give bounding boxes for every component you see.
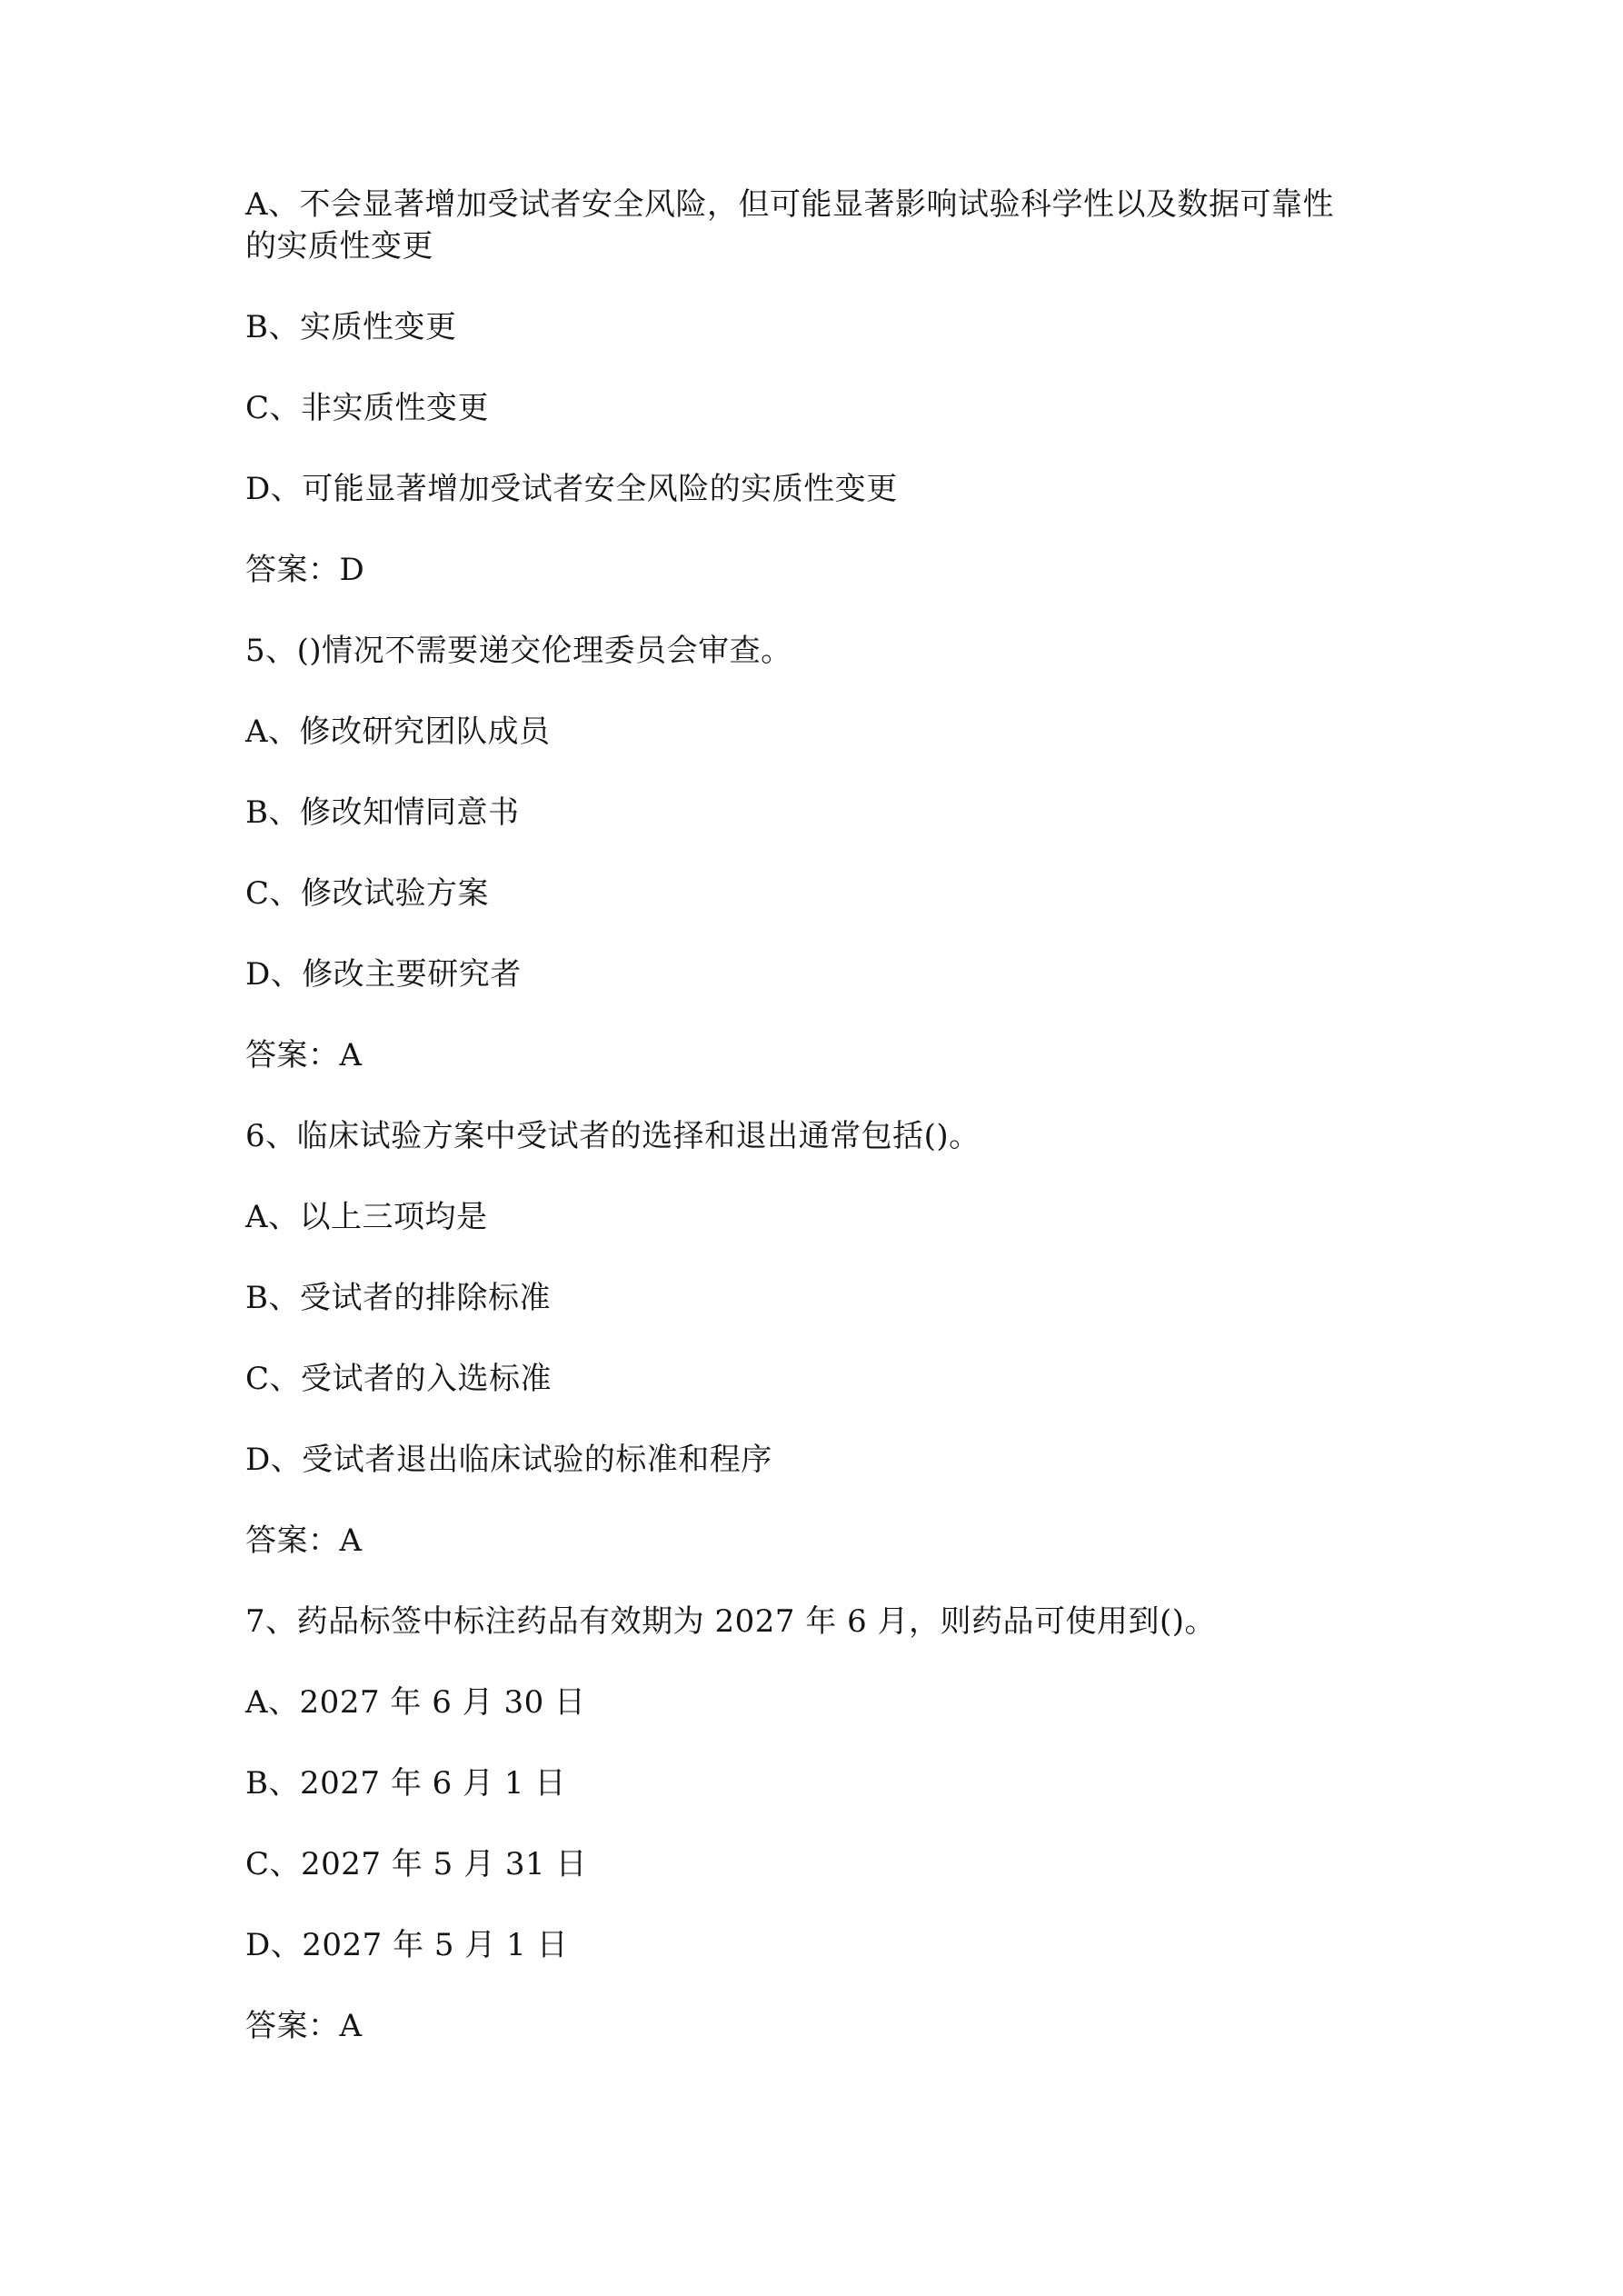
q4-option-d: D、可能显著增加受试者安全风险的实质性变更 xyxy=(245,471,898,507)
q7-option-b: B、2027 年 6 月 1 日 xyxy=(245,1765,566,1802)
q5-option-a: A、修改研究团队成员 xyxy=(245,714,551,750)
q7-question: 7、药品标签中标注药品有效期为 2027 年 6 月，则药品可使用到()。 xyxy=(245,1603,1217,1640)
q7-option-c: C、2027 年 5 月 31 日 xyxy=(245,1846,587,1882)
q6-option-a: A、以上三项均是 xyxy=(245,1199,488,1235)
q4-option-c: C、非实质性变更 xyxy=(245,390,490,426)
q5-option-b: B、修改知情同意书 xyxy=(245,794,520,831)
q6-option-d: D、受试者退出临床试验的标准和程序 xyxy=(245,1442,772,1478)
q5-answer: 答案：A xyxy=(245,1037,363,1073)
q5-question: 5、()情况不需要递交伦理委员会审查。 xyxy=(245,633,792,669)
q5-option-d: D、修改主要研究者 xyxy=(245,956,522,993)
q4-option-b: B、实质性变更 xyxy=(245,309,457,345)
q6-question: 6、临床试验方案中受试者的选择和退出通常包括()。 xyxy=(245,1118,981,1154)
q5-option-c: C、修改试验方案 xyxy=(245,875,490,912)
q7-option-a: A、2027 年 6 月 30 日 xyxy=(245,1684,586,1721)
q4-answer: 答案：D xyxy=(245,552,365,588)
q7-option-d: D、2027 年 5 月 1 日 xyxy=(245,1927,569,1963)
q7-answer: 答案：A xyxy=(245,2008,363,2044)
q4-option-a-line1: A、不会显著增加受试者安全风险，但可能显著影响试验科学性以及数据可靠性 xyxy=(245,186,1335,223)
q4-option-a-line2: 的实质性变更 xyxy=(245,228,433,265)
q6-answer: 答案：A xyxy=(245,1522,363,1559)
q6-option-b: B、受试者的排除标准 xyxy=(245,1280,551,1316)
q6-option-c: C、受试者的入选标准 xyxy=(245,1361,553,1397)
